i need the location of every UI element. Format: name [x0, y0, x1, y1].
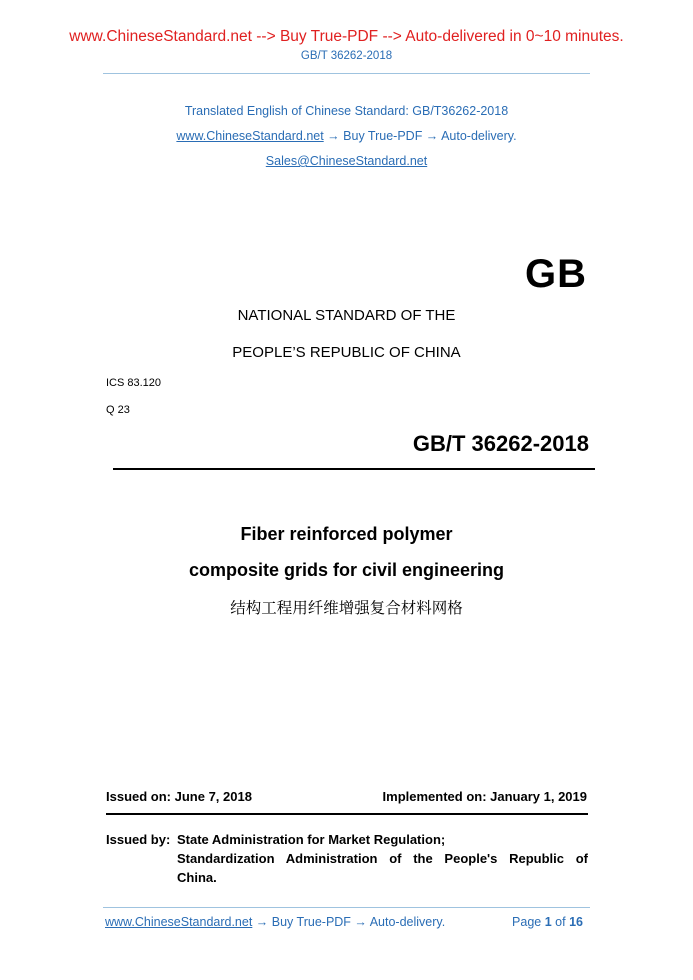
page-current: 1	[544, 915, 552, 929]
footer-site-line	[105, 915, 445, 929]
title-line1: Fiber reinforced polymer	[240, 524, 453, 544]
site-link[interactable]: www.ChineseStandard.net	[176, 129, 324, 143]
issued-by-line3: China.	[177, 870, 217, 885]
issued-by-label: Issued by:	[106, 832, 171, 847]
page-label: Page	[512, 915, 542, 929]
page-indicator	[512, 915, 583, 929]
site-line	[0, 129, 693, 143]
footer-site-link[interactable]: www.ChineseStandard.net	[105, 915, 253, 929]
code-divider	[113, 468, 595, 470]
title-chinese: 结构工程用纤维增强复合材料网格	[230, 599, 463, 617]
header-standard-code: GB/T 36262-2018	[300, 50, 393, 62]
implemented-on: Implemented on: January 1, 2019	[382, 789, 587, 804]
q-code: Q 23	[106, 404, 130, 416]
footer-site-rest: → Buy True-PDF → Auto-delivery.	[252, 915, 446, 929]
header-divider	[103, 73, 590, 74]
issued-by-line2: Standardization Administration of the People's Republic of	[177, 851, 588, 866]
page-total: 16	[569, 915, 583, 929]
email-link[interactable]: Sales@ChineseStandard.net	[265, 154, 428, 168]
footer-divider	[103, 907, 590, 908]
title-line2: composite grids for civil engineering	[188, 560, 505, 580]
dates-divider	[106, 813, 588, 815]
ics-code: ICS 83.120	[106, 377, 162, 389]
issued-on: Issued on: June 7, 2018	[106, 789, 252, 804]
top-banner[interactable]: www.ChineseStandard.net --> Buy True-PDF --> Auto-delivered in 0~10 minutes.	[69, 28, 624, 45]
page-of: of	[555, 915, 566, 929]
national-standard-line1: NATIONAL STANDARD OF THE	[237, 307, 456, 324]
national-standard-line2: PEOPLE’S REPUBLIC OF CHINA	[232, 344, 461, 361]
standard-code: GB/T 36262-2018	[412, 431, 589, 456]
issued-by-line1: State Administration for Market Regulation;	[177, 832, 446, 847]
site-line-rest: → Buy True-PDF → Auto-delivery.	[323, 129, 517, 143]
email-line	[0, 154, 693, 168]
gb-mark: GB	[525, 252, 587, 296]
translated-notice: Translated English of Chinese Standard: GB/T36262-2018	[184, 104, 509, 118]
